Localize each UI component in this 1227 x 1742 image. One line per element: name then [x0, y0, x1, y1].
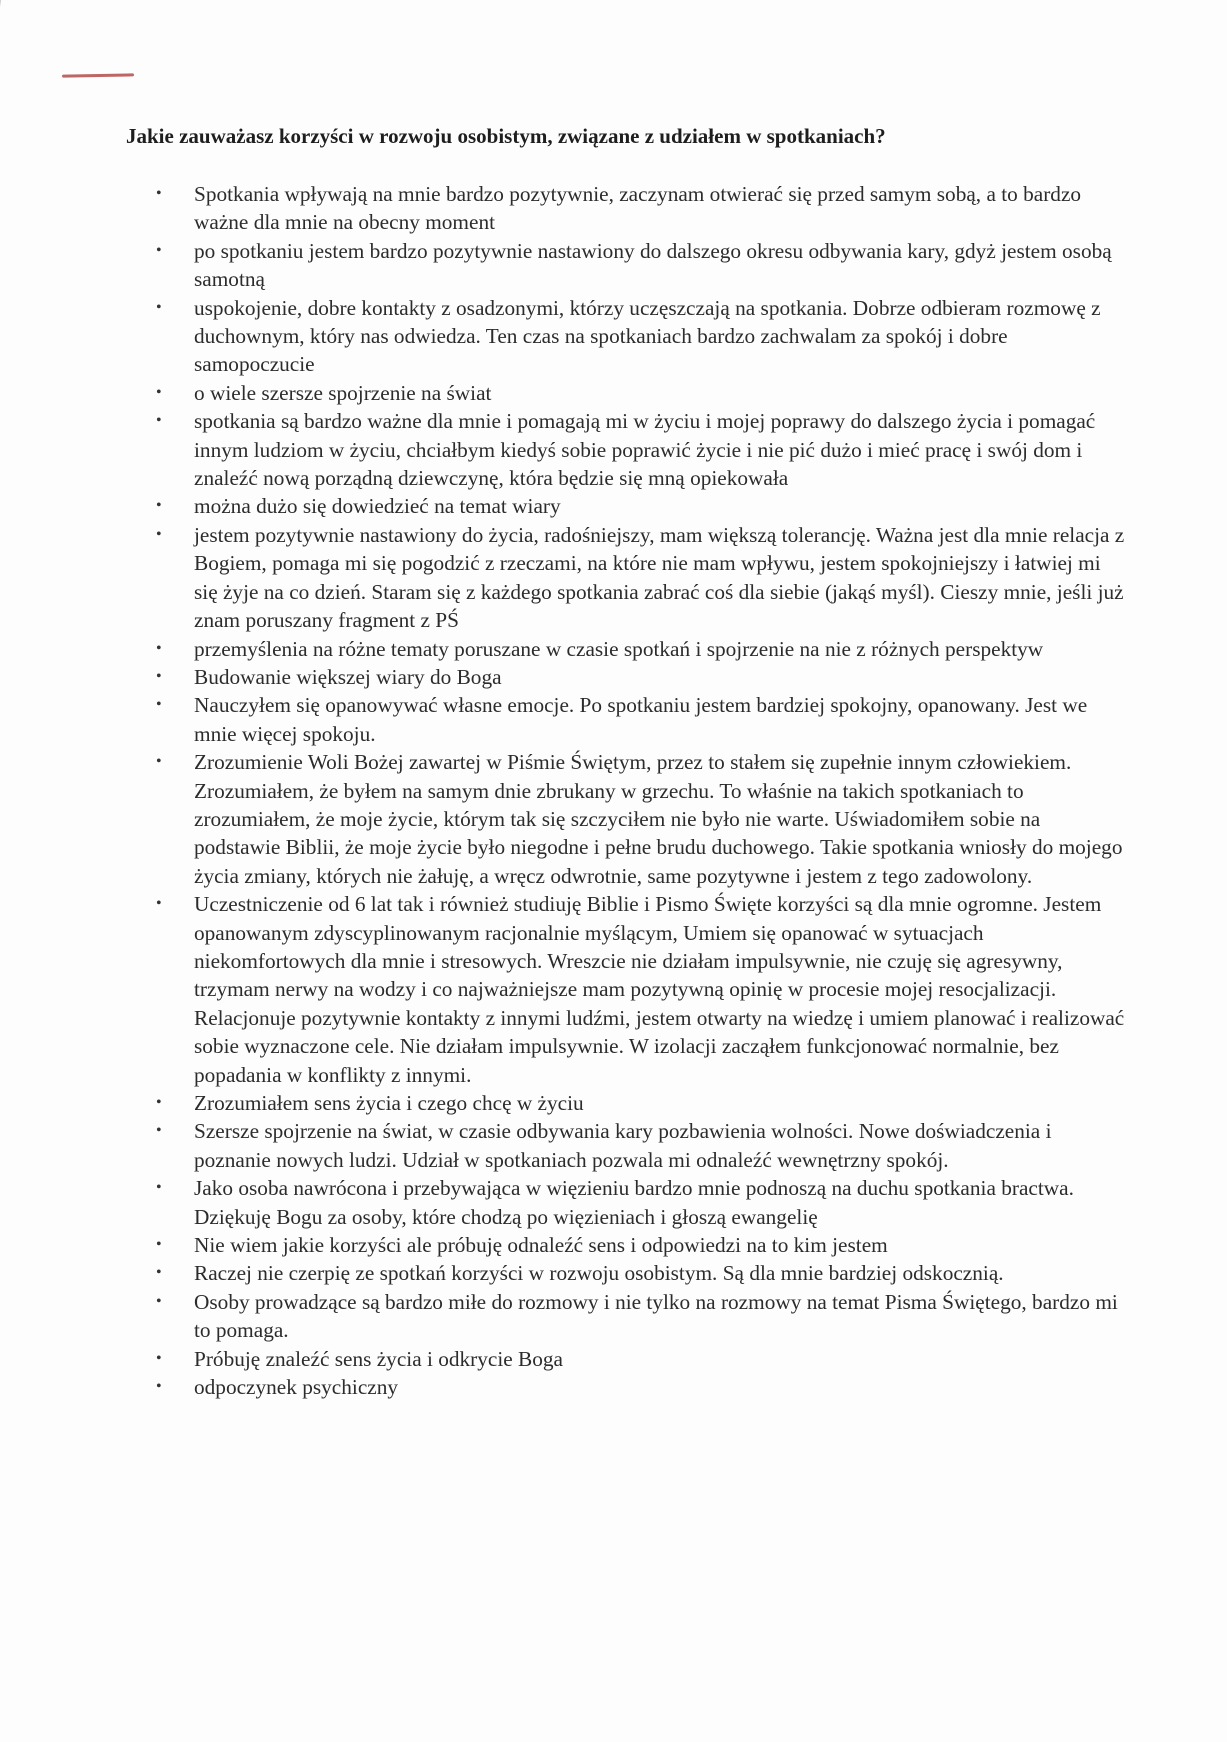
- bullet-icon: •: [156, 1349, 162, 1367]
- answer-text: Zrozumiałem sens życia i czego chcę w życiu: [194, 1091, 584, 1115]
- answer-text: po spotkaniu jestem bardzo pozytywnie nastawiony do dalszego okresu odbywania kary, gdyż jestem osobą samotną: [194, 238, 1112, 292]
- bullet-icon: •: [156, 185, 162, 202]
- bullet-icon: •: [156, 1264, 162, 1282]
- answer-text: Nauczyłem się opanowywać własne emocje. Po spotkaniu jestem bardziej spokojny, opanowany. Jest we mnie więcej spokoju.: [194, 693, 1088, 746]
- answer-item: [152, 663, 1127, 691]
- answer-item: [152, 890, 1127, 1089]
- answer-text: Raczej nie czerpię ze spotkań korzyści w rozwoju osobistym. Są dla mnie bardziej odskocznią.: [194, 1261, 1004, 1286]
- answer-text: Nie wiem jakie korzyści ale próbuję odnaleźć sens i odpowiedzi na to kim jestem: [194, 1233, 888, 1258]
- answer-text: odpoczynek psychiczny: [194, 1375, 399, 1400]
- bullet-icon: •: [156, 497, 162, 515]
- answer-text: uspokojenie, dobre kontakty z osadzonymi, którzy uczęszczają na spotkania. Dobrze odbieram rozmowę z duchownym, który nas odwiedza. Ten czas na spotkaniach bardzo zachwalam za spokój i dobre samopoczucie: [194, 295, 1101, 377]
- bullet-icon: •: [156, 412, 162, 430]
- answer-item: [152, 1117, 1127, 1174]
- answer-item: [152, 1259, 1127, 1287]
- bullet-icon: •: [156, 753, 162, 771]
- answer-text: przemyślenia na różne tematy poruszane w czasie spotkań i spojrzenie na nie z różnych perspektyw: [194, 636, 1044, 661]
- question-heading: Jakie zauważasz korzyści w rozwoju osobistym, związane z udziałem w spotkaniach?: [126, 124, 886, 148]
- bullet-icon: •: [156, 1122, 162, 1140]
- answer-item: [152, 379, 1127, 407]
- answer-item: [152, 1373, 1127, 1401]
- bullet-icon: •: [156, 1292, 162, 1310]
- answer-item: [152, 691, 1127, 748]
- answer-text: Jako osoba nawrócona i przebywająca w więzieniu bardzo mnie podnoszą na duchu spotkania bractwa. Dziękuję Bogu za osoby, które chodzą po więzieniach i głoszą ewangelię: [194, 1176, 1074, 1229]
- bullet-icon: •: [156, 1236, 162, 1254]
- bullet-icon: •: [156, 667, 162, 685]
- answer-text: jestem pozytywnie nastawiony do życia, radośniejszy, mam większą tolerancję. Ważna jest dla mnie relacja z Bogiem, pomaga mi się pogodzić z rzeczami, na które nie mam wpływu, jestem spokojniejszy i łatwiej mi się żyje na co dzień. Staram się z każdego spotkania zabrać coś dla siebie (jakąś myśl). Cieszy mnie, jeśli już znam poruszany fragment z PŚ: [194, 522, 1125, 633]
- bullet-icon: •: [156, 1378, 162, 1396]
- answer-text: spotkania są bardzo ważne dla mnie i pomagają mi w życiu i mojej poprawy do dalszego życia i pomagać innym ludziom w życiu, chciałbym kiedyś sobie poprawić życie i nie pić dużo i mieć pracę i swój dom i znaleźć nową porządną dziewczynę, która będzie się mną opiekowała: [194, 409, 1096, 491]
- answer-text: Uczestniczenie od 6 lat tak i również studiuję Biblie i Pismo Święte korzyści są dla mnie ogromne. Jestem opanowanym zdyscyplinowanym racjonalnie myślącym, Umiem się opanować w sytuacjach niekomfortowych dla mnie i stresowych. Wreszcie nie działam impulsywnie, nie czuję się agresywny, trzymam nerwy na wodzy i co najważniejsze mam pozytywną opinię w procesie mojej resocjalizacji. Relacjonuje pozytywnie kontakty z innymi ludźmi, jestem otwarty na wiedzę i umiem planować i realizować sobie wyznaczone cele. Nie działam impulsywnie. W izolacji zacząłem funkcjonować normalnie, bez popadania w konflikty z innymi.: [194, 892, 1125, 1087]
- answer-item: [152, 237, 1127, 294]
- bullet-icon: •: [156, 639, 162, 657]
- bullet-icon: •: [156, 895, 162, 913]
- answer-item: [152, 1089, 1127, 1117]
- answer-item: [152, 294, 1127, 379]
- answer-item: [152, 748, 1127, 890]
- bullet-icon: •: [156, 525, 162, 543]
- answer-text: Osoby prowadzące są bardzo miłe do rozmowy i nie tylko na rozmowy na temat Pisma Świętego, bardzo mi to pomaga.: [194, 1289, 1118, 1343]
- bullet-icon: •: [156, 1179, 162, 1197]
- answer-item: [152, 635, 1127, 663]
- answer-text: Próbuję znaleźć sens życia i odkrycie Boga: [194, 1346, 564, 1371]
- answer-item: [152, 1288, 1127, 1345]
- answer-item: [152, 521, 1127, 635]
- answer-text: Budowanie większej wiary do Boga: [194, 664, 502, 689]
- answer-text: można dużo się dowiedzieć na temat wiary: [194, 494, 561, 519]
- answer-item: [152, 1345, 1127, 1373]
- pen-stroke-mark: [62, 73, 134, 77]
- bullet-icon: •: [156, 1094, 162, 1111]
- answer-text: Spotkania wpływają na mnie bardzo pozytywnie, zaczynam otwierać się przed samym sobą, a to bardzo ważne dla mnie na obecny moment: [194, 182, 1082, 235]
- bullet-icon: •: [156, 383, 162, 401]
- bullet-icon: •: [156, 298, 162, 316]
- answers-list: [152, 180, 1127, 1401]
- bullet-icon: •: [156, 696, 162, 714]
- scan-edge-mark: [0, 0, 7, 41]
- answer-item: [152, 492, 1127, 520]
- bullet-icon: •: [156, 241, 162, 259]
- answer-item: [152, 180, 1127, 237]
- answer-item: [152, 407, 1127, 492]
- answer-item: [152, 1231, 1127, 1259]
- answer-item: [152, 1174, 1127, 1231]
- answer-text: Zrozumienie Woli Bożej zawartej w Piśmie Świętym, przez to stałem się zupełnie innym człowiekiem. Zrozumiałem, że byłem na samym dnie zbrukany w grzechu. To właśnie na takich spotkaniach to zrozumiałem, że moje życie, którym tak się szczyciłem nie było nie warte. Uświadomiłem sobie na podstawie Biblii, że moje życie było niegodne i pełne brudu duchowego. Takie spotkania wniosły do mojego życia zmiany, których nie żałuję, a wręcz odwrotnie, same pozytywne i jestem z tego zadowolony.: [194, 750, 1123, 888]
- answer-text: o wiele szersze spojrzenie na świat: [194, 380, 492, 405]
- answer-text: Szersze spojrzenie na świat, w czasie odbywania kary pozbawienia wolności. Nowe doświadczenia i poznanie nowych ludzi. Udział w spotkaniach pozwala mi odnaleźć wewnętrzny spokój.: [194, 1119, 1052, 1172]
